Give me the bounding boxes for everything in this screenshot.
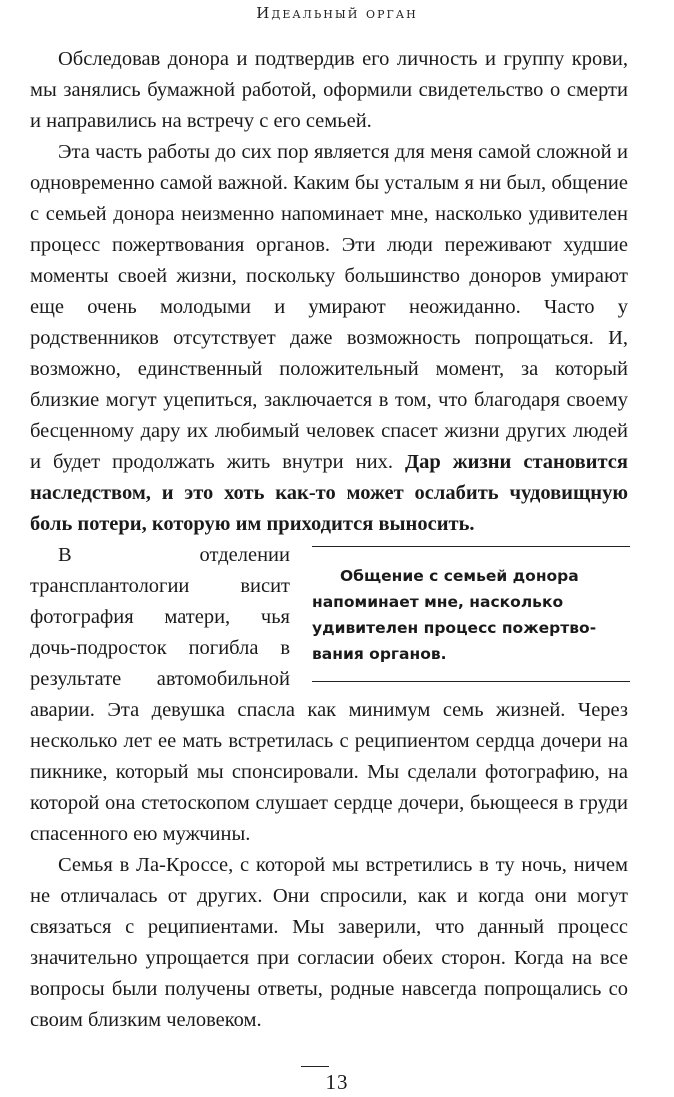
paragraph-4: Семья в Ла-Кроссе, с которой мы встретились в ту ночь, ничем не отличалась от других. Они спросили, как и когда они могут связаться с реципиентами. Мы заверили, что данный процесс значительно упрощается при согласии обеих сторон. Когда на все вопросы были получены ответы, родные навсегда попрощались со своим близким человеком. xyxy=(30,854,628,1031)
pull-quote: Общение с семьей донора напоминает мне, насколько удивителен процесс пожертвования органов. xyxy=(312,546,630,682)
paragraph-2-text: Эта часть работы до сих пор является для меня самой сложной и одновременно самой важной. Каким бы усталым я ни был, общение с семьей донора неизменно напоминает мне, насколько удивителен процесс пожертвования органов. Эти люди переживают худшие моменты своей жизни, поскольку большинство доноров умирают еще очень молодыми и умирают неожиданно. Часто у родственников отсутствует даже возможность попрощаться. И, возможно, единственный положительный момент, за который близкие могут уцепиться, заключается в том, что благодаря своему бесценному дару их любимый человек спасет жизни других людей и будет продолжать жить внутри них. xyxy=(30,141,628,473)
paragraph-3-text: В отделении трансплантологии висит фотография матери, чья дочь-подросток погибла в результате автомобильной аварии. Эта девушка спасла как минимум семь жизней. Через несколько лет ее мать встретилась с реципиентом сердца дочери на пикнике, который мы спонсировали. Мы сделали фотографию, на которой она стетоскопом слушает сердце дочери, бьющееся в груди спасенного ею мужчины. xyxy=(30,544,628,845)
page-number: 13 xyxy=(325,1070,349,1094)
body-text xyxy=(30,44,628,1036)
paragraph-3 xyxy=(30,540,628,850)
paragraph-2 xyxy=(30,137,628,540)
paragraph-2-bold: Дар жизни становится наследством, и это хоть как-то может ослабить чудовищную боль потери, которую им приходится выносить. xyxy=(30,451,628,535)
paragraph-1: Обследовав донора и подтвердив его личность и группу крови, мы занялись бумажной работой, оформили свидетельство о смерти и направились на встречу с его семьей. xyxy=(30,48,628,132)
folio-rule xyxy=(301,1066,329,1067)
running-head: Идеальный орган xyxy=(256,4,418,22)
